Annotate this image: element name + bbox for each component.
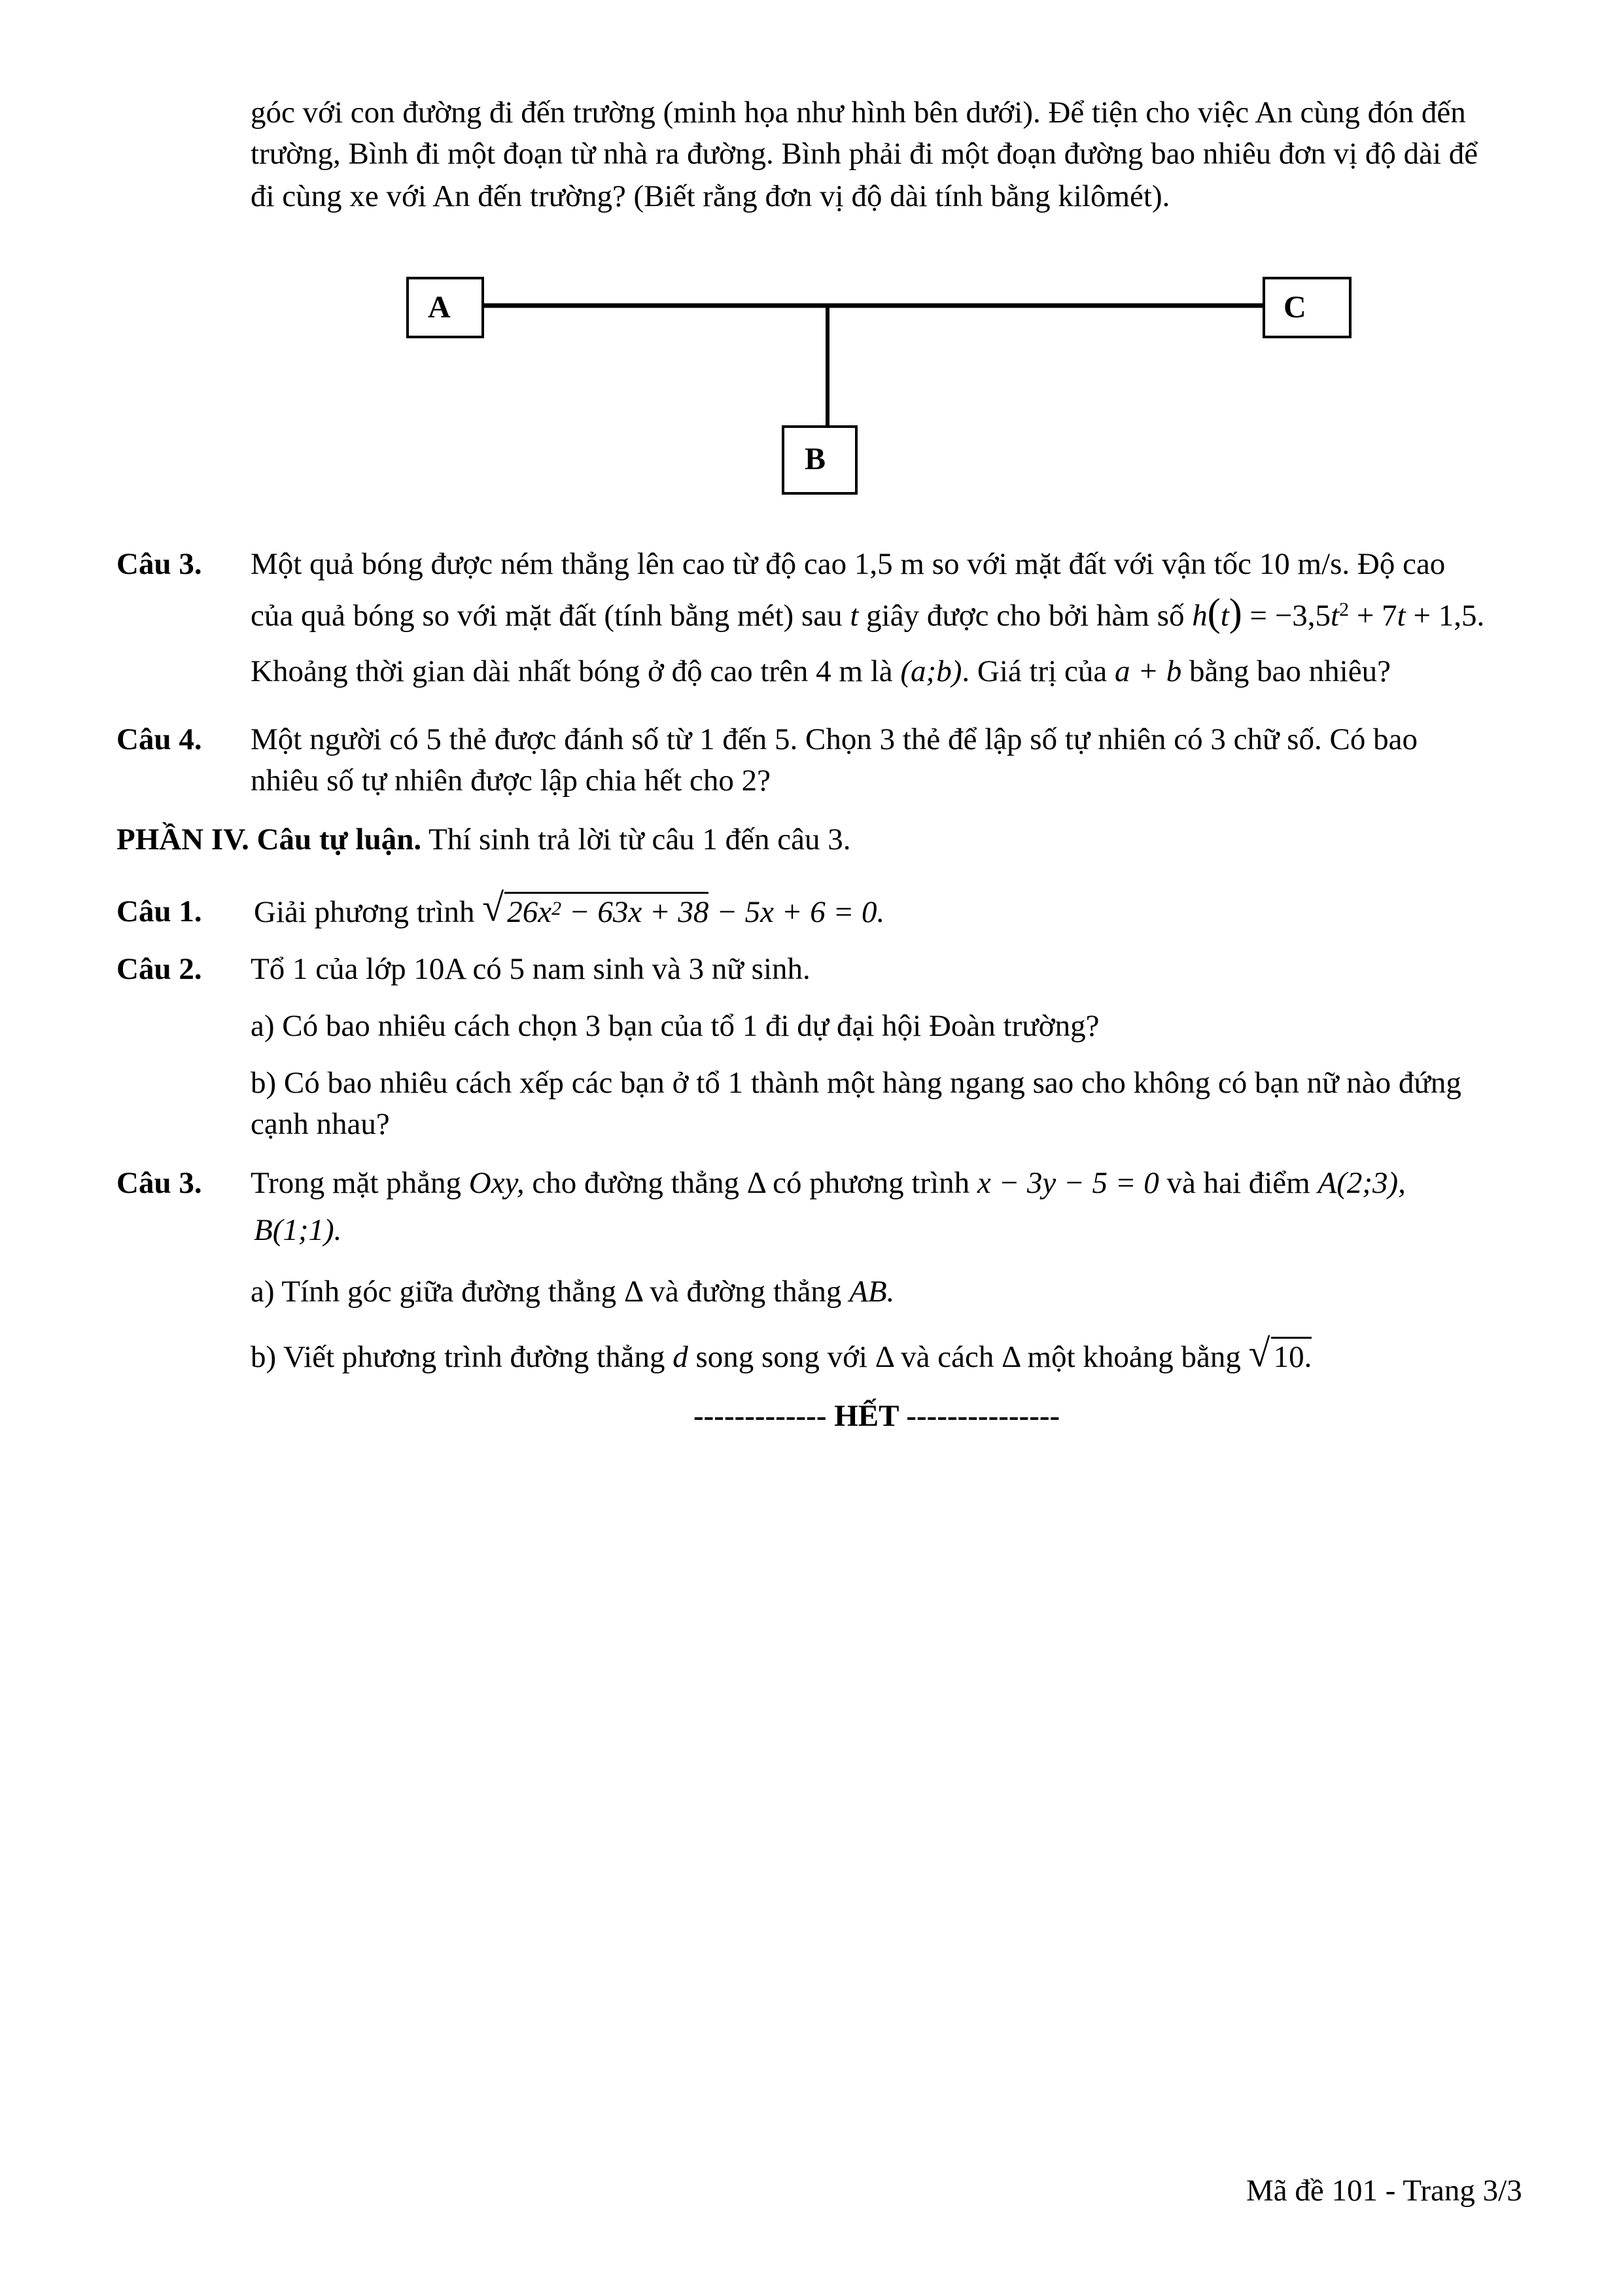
essay-3-line-1: Trong mặt phẳng Oxy, cho đường thẳng Δ có phương trình x − 3y − 5 = 0 và hai điểm A(2;3), [251, 1166, 1406, 1200]
essay-2-part-a: a) Có bao nhiêu cách chọn 3 bạn của tổ 1 đi dự đại hội Đoàn trường? [251, 1009, 1100, 1043]
question-4-label: Câu 4. [116, 722, 202, 756]
question-4-line-1: Một người có 5 thẻ được đánh số từ 1 đến 5. Chọn 3 thẻ để lập số tự nhiên có 3 chữ số. Có bao [251, 722, 1418, 756]
essay-2-part-b-2: cạnh nhau? [251, 1107, 390, 1141]
essay-3-label: Câu 3. [116, 1166, 202, 1200]
sqrt-expression: √ $26x^2 - 63x + 38$ [482, 886, 709, 929]
intro-line-1: góc với con đường đi đến trường (minh họa như hình bên dưới). Để tiện cho việc An cùng đón đến [251, 96, 1466, 130]
part-4-heading: PHẦN IV. Câu tự luận. Thí sinh trả lời từ câu 1 đến câu 3. [116, 822, 851, 857]
essay-3-part-a: a) Tính góc giữa đường thẳng Δ và đường thẳng AB. [251, 1275, 895, 1309]
essay-3-line-2: B(1;1). [254, 1213, 342, 1247]
question-3-line-2: của quả bóng so với mặt đất (tính bằng mét) sau t giây được cho bởi hàm số $h(t) = -3,5t^2 + 7t + 1,5$. [251, 591, 1485, 634]
box-c-label: C [1283, 290, 1306, 325]
essay-1-text: Giải phương trình √ $26x^2 - 63x + 38 - 5x + 6 = 0$. [254, 892, 884, 932]
question-3-label: Câu 3. [116, 547, 202, 581]
box-a-label: A [428, 290, 451, 325]
question-3-line-1: Một quả bóng được ném thẳng lên cao từ độ cao 1,5 m so với mặt đất với vận tốc 10 m/s. Độ cao [251, 547, 1446, 581]
box-b-label: B [805, 442, 826, 476]
question-4-line-2: nhiêu số tự nhiên được lập chia hết cho 2? [251, 764, 771, 798]
intro-line-3: đi cùng xe với An đến trường? (Biết rằng đơn vị độ dài tính bằng kilômét). [251, 179, 1170, 213]
essay-3-part-b: b) Viết phương trình đường thẳng d song song với Δ và cách Δ một khoảng bằng √ 10. [251, 1337, 1312, 1377]
essay-2-part-b-1: b) Có bao nhiêu cách xếp các bạn ở tổ 1 thành một hàng ngang sao cho không có bạn nữ nào đứng [251, 1066, 1461, 1100]
end-marker: ------------- HẾT --------------- [693, 1399, 1060, 1433]
intro-line-2: trường, Bình đi một đoạn từ nhà ra đường. Bình phải đi một đoạn đường bao nhiêu đơn vị độ dài để [251, 137, 1478, 171]
essay-2-label: Câu 2. [116, 952, 202, 986]
box-c [1264, 278, 1350, 337]
essay-2-line-1: Tổ 1 của lớp 10A có 5 nam sinh và 3 nữ sinh. [251, 952, 811, 986]
sqrt-ten: √ 10. [1248, 1332, 1312, 1375]
page-footer: Mã đề 101 - Trang 3/3 [1246, 2174, 1522, 2208]
question-3-line-3: Khoảng thời gian dài nhất bóng ở độ cao trên 4 m là (a;b). Giá trị của a + b bằng bao nhiêu? [251, 654, 1391, 688]
essay-1-label: Câu 1. [116, 894, 202, 928]
